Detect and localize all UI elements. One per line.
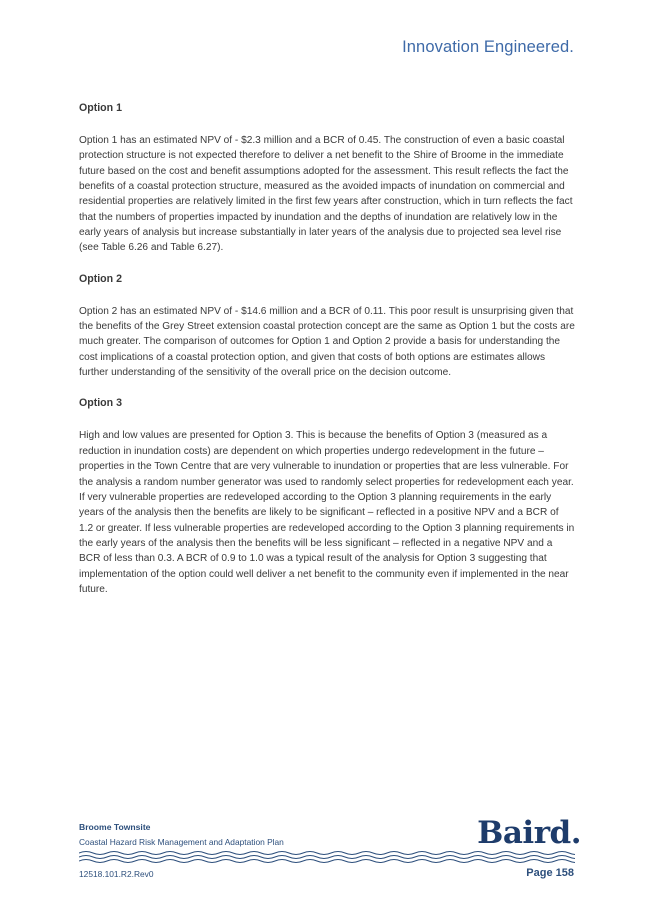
section-heading-option-2: Option 2	[79, 272, 122, 285]
footer-title: Broome Townsite	[79, 822, 151, 832]
section-heading-option-3: Option 3	[79, 397, 122, 410]
section-heading-option-1: Option 1	[79, 102, 122, 114]
section-body-option-3: High and low values are presented for Option 3. This is because the benefits of Option 3 (measured as a reduction in inundation costs) are dependent on which properties undergo redevelopment in the future – properties in the Town Centre that are very vulnerable to inundation or properties that are less vulnerable. For the analysis a random number generator was used to randomly select properties for redevelopment each year. If very vulnerable properties are redeveloped according to the Option 3 planning requirements in the early years of the analysis then the benefits are likely to be significant – reflected in a positive NPV and a BCR of 1.2 or greater. If less vulnerable properties are redeveloped according to the Option 3 planning requirements in the early years of the analysis then the benefits will be less significant – reflected in a negative NPV and a BCR of less than 0.3. A BCR of 0.9 to 1.0 was a typical result of the analysis for Option 3 suggesting that implementation of the option could well deliver a net benefit to the community even if implemented in the near future.	[79, 430, 575, 595]
footer-subtitle: Coastal Hazard Risk Management and Adaptation Plan	[79, 837, 284, 847]
footer-wave-divider	[79, 850, 575, 864]
document-number: 12518.101.R2.Rev0	[79, 869, 154, 879]
section-body-option-2: Option 2 has an estimated NPV of - $14.6 million and a BCR of 0.11. This poor result is unsurprising given that the benefits of the Grey Street extension coastal protection concept are the same as Option 1 but the costs are much greater. The comparison of outcomes for Option 1 and Option 2 provide a basis for understanding the cost implications of a coastal protection option, and given that costs of both options are estimates allows further understanding of the sensitivity of the overall price on the decision outcome.	[79, 305, 575, 379]
baird-logo: Baird.	[477, 815, 581, 851]
document-body	[79, 101, 575, 613]
page-number: Page 158	[526, 867, 574, 879]
section-body-option-1: Option 1 has an estimated NPV of - $2.3 million and a BCR of 0.45. The construction of even a basic coastal protection structure is not expected therefore to deliver a net benefit to the Shire of Broome in the immediate future based on the cost and benefit assumptions adopted for the assessment. This result reflects the fact the benefits of a coastal protection structure, measured as the avoided impacts of inundation on commercial and residential properties are relatively limited in the first few years after construction, which in turn reflects the fact that the numbers of properties impacted by inundation and the depths of inundation are relatively low in the early years of analysis but increase substantially in later years of the analysis due to projected sea level rise (see Table 6.26 and Table 6.27).	[79, 135, 573, 254]
header-tagline: Innovation Engineered.	[402, 38, 574, 56]
